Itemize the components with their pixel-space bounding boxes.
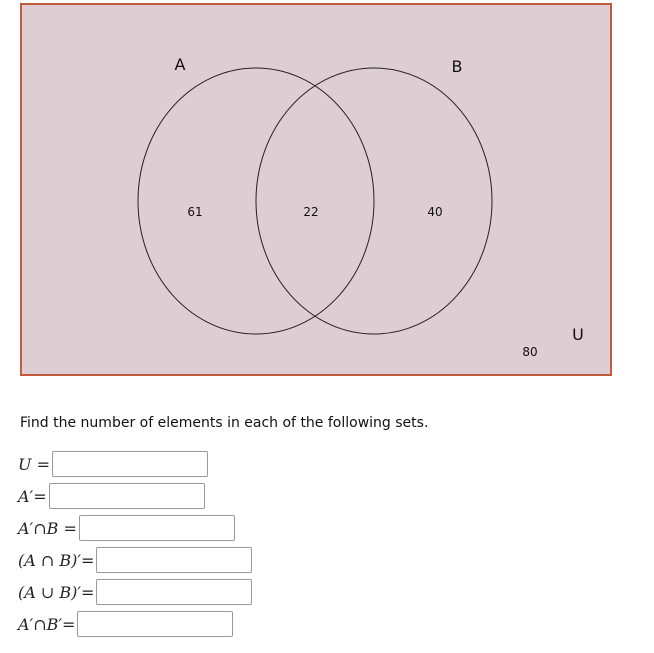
answer-input-intersection-complement[interactable] [96, 547, 252, 573]
question-row-union-complement [18, 578, 252, 606]
universe-rectangle [21, 4, 611, 375]
question-expression: (A ∩ B)′= [18, 550, 95, 570]
answer-input-a-complement-intersect-b-complement[interactable] [77, 611, 233, 637]
answer-input-a-complement[interactable] [49, 483, 205, 509]
answer-input-union-complement[interactable] [96, 579, 252, 605]
question-prompt: Find the number of elements in each of the following sets. [20, 415, 429, 431]
question-row-a-complement-intersect-b [18, 514, 235, 542]
question-expression: (A ∪ B)′= [18, 582, 95, 602]
region-b-only-count: 40 [427, 205, 443, 219]
region-intersection-count: 22 [303, 205, 319, 219]
question-row-a-complement [18, 482, 205, 510]
question-expression: A′∩B′= [18, 614, 76, 634]
answer-input-a-complement-intersect-b[interactable] [79, 515, 235, 541]
set-b-label: B [451, 57, 463, 76]
question-row-a-complement-intersect-b-complement [18, 610, 233, 638]
question-expression: A′= [18, 486, 47, 506]
set-a-label: A [174, 55, 186, 74]
question-expression: A′∩B = [18, 518, 77, 538]
region-outside-count: 80 [522, 345, 538, 359]
question-row-u [18, 450, 208, 478]
region-a-only-count: 61 [187, 205, 203, 219]
answer-input-u[interactable] [52, 451, 208, 477]
universe-label: U [572, 325, 584, 344]
question-expression: U = [18, 454, 50, 474]
question-row-intersection-complement [18, 546, 252, 574]
